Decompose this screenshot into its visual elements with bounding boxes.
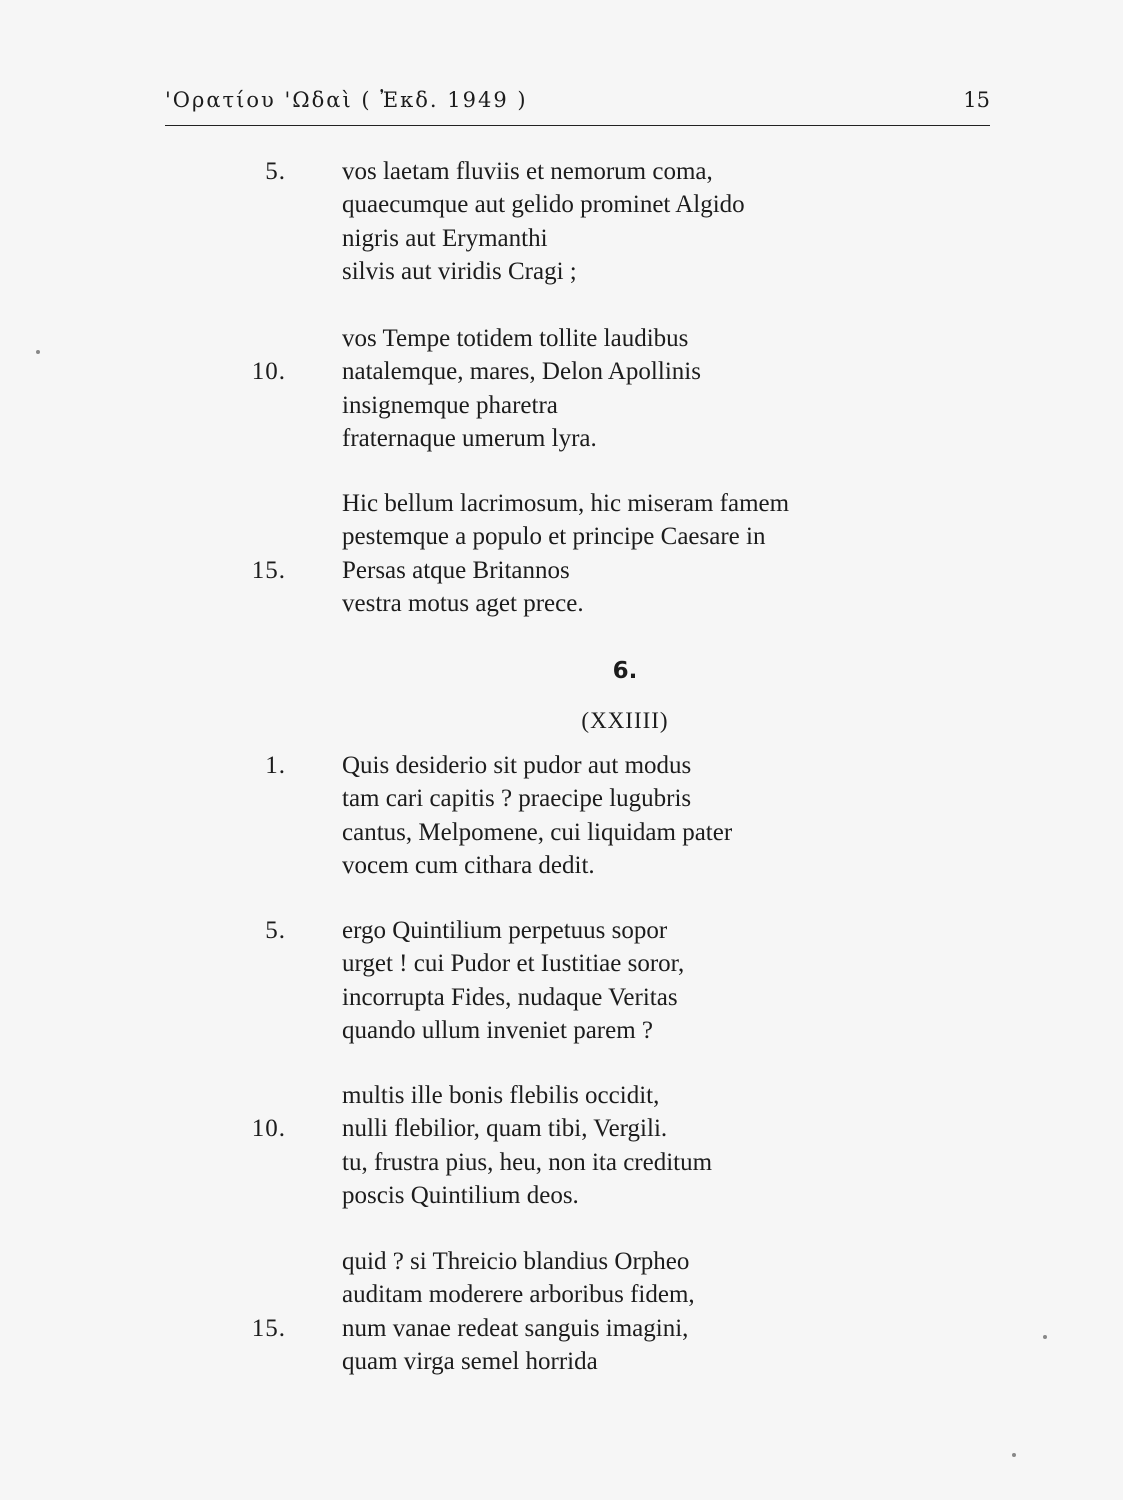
verse-text: insignemque pharetra [342, 391, 558, 419]
paper-speck [36, 350, 40, 354]
poem-number: 6. [612, 658, 638, 684]
verse-text: vos Tempe totidem tollite laudibus [342, 325, 689, 352]
verse-text: poscis Quintilium deos. [342, 1181, 579, 1209]
verse-text: vos laetam fluviis et nemorum coma, [342, 158, 713, 185]
verse-text: cantus, Melpomene, cui liquidam pater [342, 818, 733, 846]
verse-line [0, 950, 1123, 984]
verse-line [0, 1182, 1123, 1216]
header-rule [165, 125, 990, 126]
verse-line [0, 358, 1123, 392]
verse-line [0, 1017, 1123, 1051]
verse-text: Quis desiderio sit pudor aut modus [342, 752, 692, 779]
line-number: 15. [251, 1314, 286, 1342]
verse-line [0, 917, 1123, 951]
verse-line [0, 1082, 1123, 1116]
verse-text: incorrupta Fides, nudaque Veritas [342, 983, 678, 1011]
poem-roman-numeral: (XXIIII) [581, 708, 669, 733]
verse-line [0, 225, 1123, 259]
verse-text: fraternaque umerum lyra. [342, 424, 597, 452]
verse-text: nigris aut Erymanthi [342, 224, 548, 252]
verse-text: multis ille bonis flebilis occidit, [342, 1082, 660, 1109]
line-number: 10. [251, 1115, 286, 1143]
verse-line [0, 1348, 1123, 1382]
verse-line [0, 392, 1123, 426]
verse-line [0, 590, 1123, 624]
line-number: 15. [251, 556, 286, 584]
verse-text: vocem cum cithara dedit. [342, 851, 595, 879]
verse-line [0, 158, 1123, 192]
verse-line [0, 984, 1123, 1018]
line-number: 5. [265, 158, 286, 185]
verse-text: silvis aut viridis Cragi ; [342, 257, 577, 285]
verse-text: quid ? si Threicio blandius Orpheo [342, 1248, 690, 1275]
line-number: 1. [265, 752, 286, 779]
verse-line [0, 191, 1123, 225]
verse-text: tam cari capitis ? praecipe lugubris [342, 785, 692, 813]
verse-text: num vanae redeat sanguis imagini, [342, 1314, 689, 1342]
verse-line [0, 819, 1123, 853]
verse-line [0, 1115, 1123, 1149]
verse-text: Hic bellum lacrimosum, hic miseram famem [342, 490, 790, 517]
verse-text: natalemque, mares, Delon Apollinis [342, 358, 701, 386]
verse-text: pestemque a populo et principe Caesare in [342, 523, 766, 551]
verse-text: nulli flebilior, quam tibi, Vergili. [342, 1115, 668, 1143]
verse-line [0, 425, 1123, 459]
line-number: 5. [265, 917, 286, 944]
verse-line [0, 325, 1123, 359]
header-title: 'Ορατίου 'Ωδαὶ ( Ἐκδ. 1949 ) [165, 88, 528, 112]
verse-text: urget ! cui Pudor et Iustitiae soror, [342, 950, 685, 978]
verse-text: ergo Quintilium perpetuus sopor [342, 917, 668, 944]
verse-line [0, 1248, 1123, 1282]
verse-text: quaecumque aut gelido prominet Algido [342, 191, 745, 219]
page-number: 15 [963, 88, 990, 112]
verse-text: auditam moderere arboribus fidem, [342, 1281, 695, 1309]
verse-line [0, 852, 1123, 886]
verse-text: quando ullum inveniet parem ? [342, 1016, 654, 1044]
verse-line [0, 523, 1123, 557]
verse-text: quam virga semel horrida [342, 1347, 598, 1375]
paper-speck [1012, 1453, 1016, 1457]
verse-line [0, 785, 1123, 819]
verse-line [0, 1281, 1123, 1315]
verse-text: vestra motus aget prece. [342, 589, 584, 617]
verse-line [0, 490, 1123, 524]
line-number: 10. [251, 358, 286, 386]
verse-line [0, 1315, 1123, 1349]
verse-text: tu, frustra pius, heu, non ita creditum [342, 1148, 713, 1176]
paper-speck [1043, 1335, 1047, 1339]
verse-line [0, 752, 1123, 786]
running-header [165, 88, 990, 128]
verse-line [0, 258, 1123, 292]
verse-line [0, 1149, 1123, 1183]
verse-text: Persas atque Britannos [342, 556, 570, 584]
verse-line [0, 557, 1123, 591]
